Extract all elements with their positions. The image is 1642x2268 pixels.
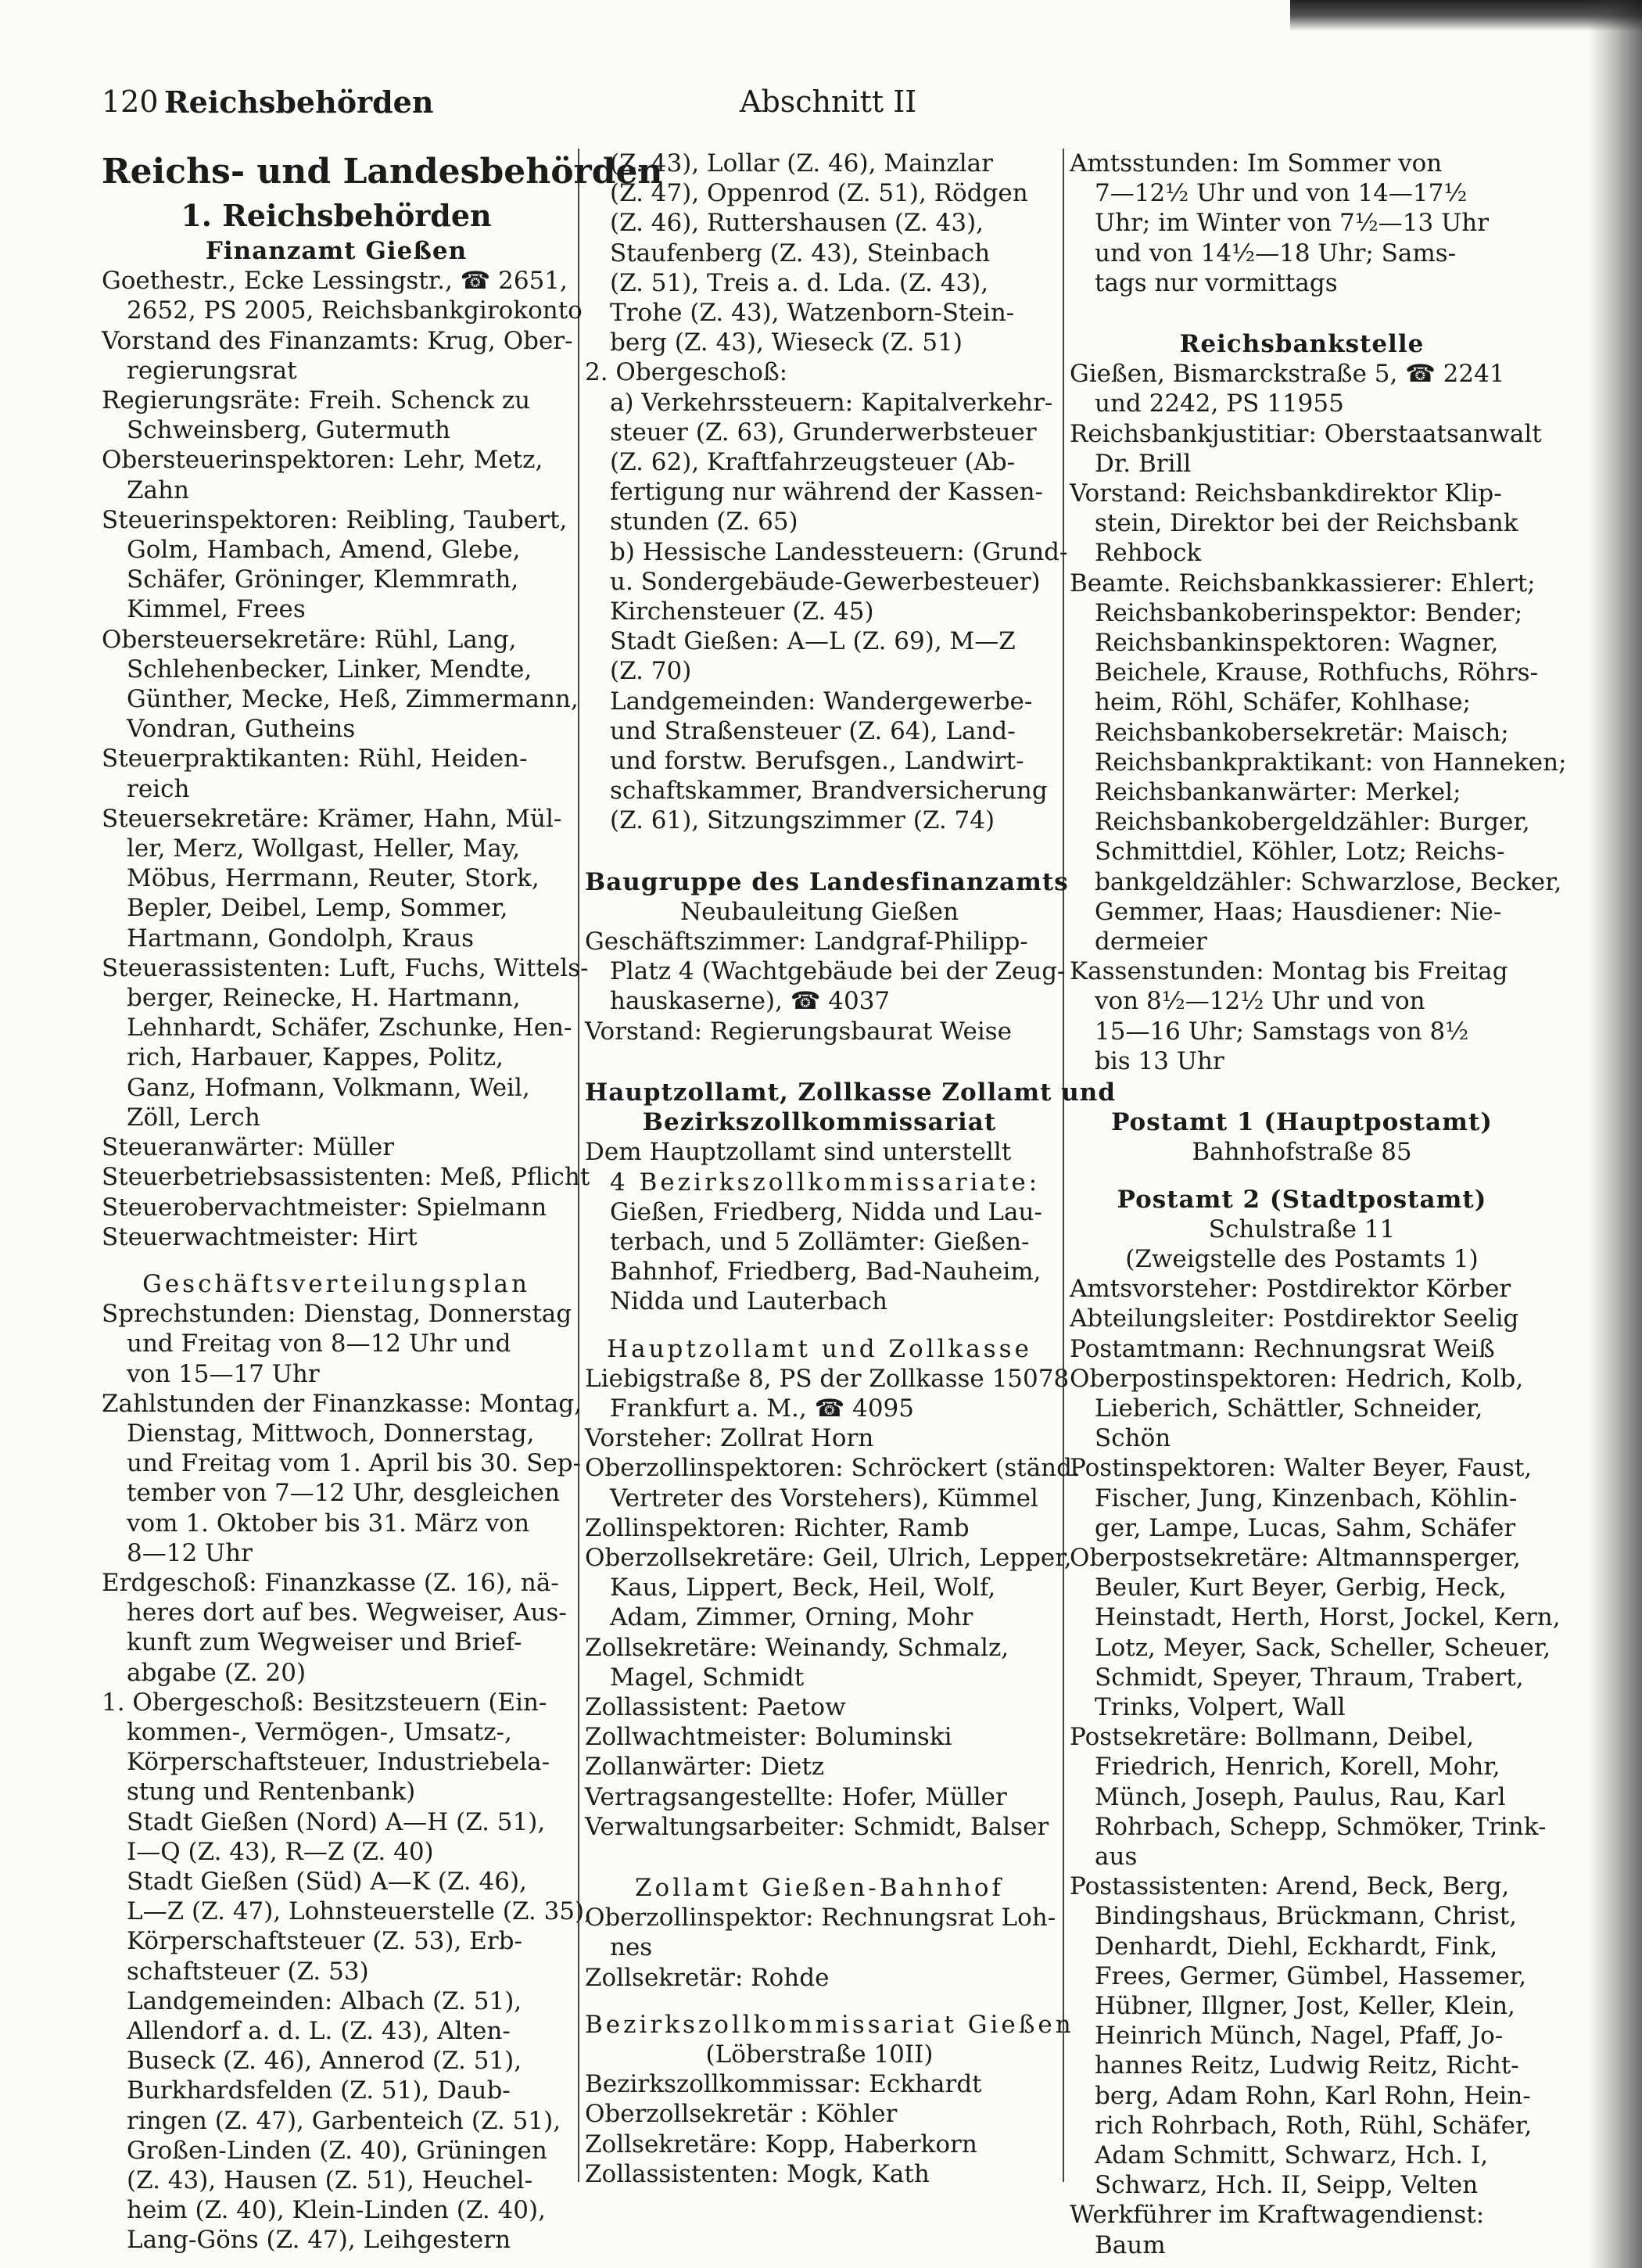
text-line: Oberpostinspektoren: Hedrich, Kolb,	[1070, 1364, 1524, 1393]
text-line: ger, Lampe, Lucas, Sahm, Schäfer	[1095, 1513, 1516, 1542]
text-line: Zollamt Gießen-Bahnhof	[634, 1873, 1005, 1902]
text-line: 15—16 Uhr; Samstags von 8½	[1095, 1017, 1469, 1046]
text-line: u. Sondergebäude-Gewerbesteuer)	[610, 567, 1041, 596]
text-line: ler, Merz, Wollgast, Heller, May,	[127, 834, 521, 863]
section-heading: Postamt 2 (Stadtpostamt)	[1117, 1185, 1487, 1214]
text-line: Nidda und Lauterbach	[610, 1287, 888, 1316]
text-line: Postsekretäre: Bollmann, Deibel,	[1070, 1723, 1475, 1752]
text-line: Adam Schmitt, Schwarz, Hch. I,	[1095, 2141, 1489, 2169]
text-line: Vorstand: Regierungsbaurat Weise	[585, 1017, 1013, 1046]
text-line: Körperschaftsteuer, Industriebela-	[127, 1748, 550, 1777]
section-label: Abschnitt II	[740, 84, 917, 119]
text-line: Allendorf a. d. L. (Z. 43), Alten-	[127, 2016, 511, 2045]
text-line: Vertreter des Vorstehers), Kümmel	[610, 1484, 1038, 1513]
text-line: schaftsteuer (Z. 53)	[127, 1957, 369, 1986]
text-line: Liebigstraße 8, PS der Zollkasse 15078	[585, 1364, 1070, 1393]
text-line: heres dort auf bes. Wegweiser, Aus-	[127, 1599, 567, 1627]
text-line: 4 Bezirkszollkommissariate:	[610, 1168, 1041, 1197]
text-line: kommen-, Vermögen-, Umsatz-,	[127, 1717, 512, 1746]
text-line: hannes Reitz, Ludwig Reitz, Richt-	[1095, 2051, 1519, 2080]
text-line: Amtsvorsteher: Postdirektor Körber	[1070, 1275, 1511, 1304]
text-line: Bahnhof, Friedberg, Bad-Nauheim,	[610, 1258, 1041, 1287]
text-line: Beichele, Krause, Rothfuchs, Röhrs-	[1095, 659, 1539, 687]
text-line: und Freitag vom 1. April bis 30. Sep-	[127, 1449, 582, 1478]
text-line: Burkhardsfelden (Z. 51), Daub-	[127, 2076, 511, 2105]
text-line: Reichsbankobergeldzähler: Burger,	[1095, 808, 1530, 837]
text-line: a) Verkehrssteuern: Kapitalverkehr-	[610, 388, 1053, 417]
text-line: abgabe (Z. 20)	[127, 1658, 307, 1687]
section-heading: Bezirkszollkommissariat	[642, 1108, 997, 1137]
text-line: Schlehenbecker, Linker, Mendte,	[127, 655, 532, 684]
column-divider	[1063, 149, 1064, 2182]
text-line: Rehbock	[1095, 539, 1202, 568]
text-line: Neubauleitung Gießen	[679, 897, 959, 926]
text-line: Geschäftszimmer: Landgraf-Philipp-	[585, 928, 1028, 956]
text-line: Großen-Linden (Z. 40), Grüningen	[127, 2136, 547, 2165]
text-line: Steuersekretäre: Krämer, Hahn, Mül-	[102, 804, 562, 833]
text-line: nes	[610, 1933, 653, 1962]
page-number: 120	[102, 84, 159, 119]
text-line: Gießen, Friedberg, Nidda und Lau-	[610, 1197, 1042, 1226]
text-line: aus	[1095, 1842, 1138, 1871]
text-line: Zollsekretär: Rohde	[585, 1963, 830, 1992]
text-line: 2652, PS 2005, Reichsbankgirokonto	[127, 296, 583, 325]
text-line: bis 13 Uhr	[1095, 1046, 1224, 1075]
text-line: Dem Hauptzollamt sind unterstellt	[585, 1138, 1012, 1167]
text-line: Günther, Mecke, Heß, Zimmermann,	[127, 685, 579, 714]
text-line: Zollwachtmeister: Boluminski	[585, 1723, 952, 1752]
text-line: und Freitag von 8—12 Uhr und	[127, 1330, 511, 1358]
text-line: Stadt Gießen: A—L (Z. 69), M—Z	[610, 627, 1016, 656]
text-line: Zollanwärter: Dietz	[585, 1753, 825, 1782]
text-line: hauskaserne), ☎ 4037	[610, 987, 891, 1016]
text-line: L—Z (Z. 47), Lohnsteuerstelle (Z. 35),	[127, 1897, 592, 1926]
text-line: bankgeldzähler: Schwarzlose, Becker,	[1095, 867, 1562, 896]
text-line: Lieberich, Schättler, Schneider,	[1095, 1394, 1483, 1423]
text-column-3	[1070, 149, 1567, 2260]
text-line: Obersteuersekretäre: Rühl, Lang,	[102, 625, 517, 654]
text-line: Fischer, Jung, Kinzenbach, Köhlin-	[1095, 1484, 1518, 1513]
text-line: und 2242, PS 11955	[1095, 389, 1344, 418]
text-line: Kimmel, Frees	[127, 595, 306, 624]
text-line: Rohrbach, Schepp, Schmöker, Trink-	[1095, 1812, 1547, 1841]
text-line: Frees, Germer, Gümbel, Hassemer,	[1095, 1961, 1527, 1990]
text-line: Postinspektoren: Walter Beyer, Faust,	[1070, 1454, 1533, 1483]
text-line: Geschäftsverteilungsplan	[142, 1269, 530, 1298]
text-line: Reichsbankinspektoren: Wagner,	[1095, 629, 1499, 658]
text-line: Regierungsräte: Freih. Schenck zu	[102, 386, 531, 415]
text-line: Steuerpraktikanten: Rühl, Heiden-	[102, 745, 528, 773]
text-line: Hübner, Illgner, Jost, Keller, Klein,	[1095, 1991, 1515, 2020]
text-line: Ganz, Hofmann, Volkmann, Weil,	[127, 1073, 530, 1102]
text-line: (Zweigstelle des Postamts 1)	[1125, 1244, 1479, 1273]
text-line: Werkführer im Kraftwagendienst:	[1070, 2201, 1485, 2230]
text-line: (Löberstraße 10II)	[705, 2040, 934, 2069]
text-line: Oberzollinspektoren: Schröckert (ständ.	[585, 1454, 1080, 1483]
text-line: berg, Adam Rohn, Karl Rohn, Hein-	[1095, 2081, 1531, 2110]
text-line: Trohe (Z. 43), Watzenborn-Stein-	[610, 299, 1015, 328]
text-line: Oberpostsekretäre: Altmannsperger,	[1070, 1543, 1521, 1572]
text-line: dermeier	[1095, 928, 1207, 956]
text-line: Bezirkszollkommissar: Eckhardt	[585, 2070, 982, 2099]
text-line: (Z. 47), Oppenrod (Z. 51), Rödgen	[610, 179, 1028, 208]
text-line: stung und Rentenbank)	[127, 1778, 416, 1807]
section-heading: Hauptzollamt, Zollkasse Zollamt und	[585, 1078, 1116, 1107]
text-line: Oberzollinspektor: Rechnungsrat Loh-	[585, 1904, 1056, 1932]
text-line: Reichsbankpraktikant: von Hanneken;	[1095, 748, 1567, 777]
text-line: Postamtmann: Rechnungsrat Weiß	[1070, 1334, 1495, 1363]
text-line: reich	[127, 774, 190, 803]
text-line: Zahlstunden der Finanzkasse: Montag,	[102, 1389, 582, 1418]
text-line: Friedrich, Henrich, Korell, Mohr,	[1095, 1753, 1500, 1782]
text-line: stein, Direktor bei der Reichsbank	[1095, 509, 1518, 538]
text-line: tags nur vormittags	[1095, 268, 1338, 297]
text-line: Reichsbankanwärter: Merkel;	[1095, 778, 1461, 807]
text-line: Dienstag, Mittwoch, Donnerstag,	[127, 1419, 535, 1448]
text-line: heim, Röhl, Schäfer, Kohlhase;	[1095, 688, 1471, 717]
text-line: Landgemeinden: Albach (Z. 51),	[127, 1986, 522, 2015]
page-edge-shadow	[1587, 0, 1642, 2268]
spacer	[585, 1317, 1054, 1334]
text-line: Zollinspektoren: Richter, Ramb	[585, 1513, 970, 1542]
section-heading: Baugruppe des Landesfinanzamts	[585, 867, 1069, 896]
text-line: Steuerinspektoren: Reibling, Taubert,	[102, 505, 568, 534]
spacer	[585, 836, 1054, 867]
spacer	[1070, 1168, 1534, 1185]
page-header	[102, 84, 1556, 131]
text-line: tember von 7—12 Uhr, desgleichen	[127, 1479, 561, 1508]
text-line: Zöll, Lerch	[127, 1103, 260, 1132]
text-line: ringen (Z. 47), Garbenteich (Z. 51),	[127, 2106, 561, 2135]
text-line: b) Hessische Landessteuern: (Grund-	[610, 537, 1068, 566]
text-line: Sprechstunden: Dienstag, Donnerstag	[102, 1300, 572, 1329]
text-line: und forstw. Berufsgen., Landwirt-	[610, 747, 1024, 776]
text-line: Hauptzollamt und Zollkasse	[607, 1334, 1032, 1363]
text-line: (Z. 51), Treis a. d. Lda. (Z. 43),	[610, 268, 989, 297]
text-line: Goethestr., Ecke Lessingstr., ☎ 2651,	[102, 267, 568, 296]
text-line: Vondran, Gutheins	[127, 715, 356, 744]
text-line: 7—12½ Uhr und von 14—17½	[1095, 179, 1468, 208]
text-line: Stadt Gießen (Nord) A—H (Z. 51),	[127, 1807, 546, 1836]
text-line: Obersteuerinspektoren: Lehr, Metz,	[102, 446, 543, 475]
text-line: Beuler, Kurt Beyer, Gerbig, Heck,	[1095, 1574, 1507, 1602]
text-line: Gießen, Bismarckstraße 5, ☎ 2241	[1070, 360, 1505, 389]
running-title: Reichsbehörden	[164, 84, 434, 120]
text-line: und Straßensteuer (Z. 64), Land-	[610, 716, 1016, 745]
text-line: Schmittdiel, Köhler, Lotz; Reichs-	[1095, 838, 1505, 867]
text-line: Vorstand des Finanzamts: Krug, Ober-	[102, 326, 573, 355]
text-line: Trinks, Volpert, Wall	[1095, 1692, 1346, 1721]
text-line: Steuerwachtmeister: Hirt	[102, 1222, 418, 1251]
text-line: terbach, und 5 Zollämter: Gießen-	[610, 1227, 1030, 1256]
text-line: Bepler, Deibel, Lemp, Sommer,	[127, 894, 508, 923]
text-line: Zahn	[127, 475, 189, 504]
text-line: I—Q (Z. 43), R—Z (Z. 40)	[127, 1837, 434, 1866]
text-line: fertigung nur während der Kassen-	[610, 478, 1044, 507]
text-line: Steueranwärter: Müller	[102, 1133, 395, 1162]
text-line: Gemmer, Haas; Hausdiener: Nie-	[1095, 897, 1502, 926]
section-heading: Postamt 1 (Hauptpostamt)	[1111, 1108, 1493, 1137]
text-line: vom 1. Oktober bis 31. März von	[127, 1509, 530, 1538]
text-line: regierungsrat	[127, 356, 297, 385]
text-line: Erdgeschoß: Finanzkasse (Z. 16), nä-	[102, 1568, 559, 1597]
text-line: Bahnhofstraße 85	[1192, 1138, 1412, 1167]
text-line: Kirchensteuer (Z. 45)	[610, 598, 874, 626]
text-line: Abteilungsleiter: Postdirektor Seelig	[1070, 1304, 1519, 1333]
text-line: 2. Obergeschoß:	[585, 358, 788, 387]
text-line: Oberzollsekretär : Köhler	[585, 2100, 898, 2129]
text-line: Steuerobervachtmeister: Spielmann	[102, 1193, 547, 1222]
text-line: Platz 4 (Wachtgebäude bei der Zeug-	[610, 957, 1066, 986]
text-line: Zollassistent: Paetow	[585, 1692, 846, 1721]
text-line: Denhardt, Diehl, Eckhardt, Fink,	[1095, 1932, 1498, 1961]
text-line: Kaus, Lippert, Beck, Heil, Wolf,	[610, 1574, 996, 1602]
text-line: berg (Z. 43), Wieseck (Z. 51)	[610, 328, 963, 357]
text-line: Heinstadt, Herth, Horst, Jockel, Kern,	[1095, 1603, 1561, 1632]
text-line: Magel, Schmidt	[610, 1663, 805, 1692]
text-line: (Z. 62), Kraftfahrzeugsteuer (Ab-	[610, 448, 1016, 477]
text-line: (Z. 61), Sitzungszimmer (Z. 74)	[610, 806, 995, 835]
text-line: 1. Obergeschoß: Besitzsteuern (Ein-	[102, 1688, 547, 1717]
spacer	[102, 1252, 571, 1269]
section-heading: Reichs- und Landesbehörden	[102, 152, 663, 192]
text-line: Vertragsangestellte: Hofer, Müller	[585, 1782, 1007, 1811]
text-line: (Z. 46), Ruttershausen (Z. 43),	[610, 209, 984, 238]
text-line: Lang-Göns (Z. 47), Leihgestern	[127, 2226, 511, 2255]
text-line: Möbus, Herrmann, Reuter, Stork,	[127, 864, 540, 893]
text-line: Frankfurt a. M., ☎ 4095	[610, 1394, 914, 1423]
text-line: heim (Z. 40), Klein-Linden (Z. 40),	[127, 2196, 546, 2225]
text-line: kunft zum Wegweiser und Brief-	[127, 1628, 522, 1657]
text-line: Zollassistenten: Mogk, Kath	[585, 2159, 930, 2188]
text-line: (Z. 70)	[610, 657, 692, 686]
text-column-2	[585, 149, 1116, 2189]
text-line: Uhr; im Winter von 7½—13 Uhr	[1095, 209, 1490, 238]
text-line: Lehnhardt, Schäfer, Zschunke, Hen-	[127, 1014, 572, 1042]
text-line: Schmidt, Speyer, Thraum, Trabert,	[1095, 1663, 1524, 1692]
section-heading: Reichsbankstelle	[1179, 330, 1425, 359]
spacer	[1070, 298, 1534, 329]
text-line: Buseck (Z. 46), Annerod (Z. 51),	[127, 2047, 522, 2076]
text-line: (Z. 43), Lollar (Z. 46), Mainzlar	[610, 149, 993, 178]
text-line: 8—12 Uhr	[127, 1538, 253, 1567]
text-line: Staufenberg (Z. 43), Steinbach	[610, 239, 991, 267]
text-line: Schweinsberg, Gutermuth	[127, 416, 450, 445]
spacer	[585, 1993, 1054, 2010]
text-line: Körperschaftsteuer (Z. 53), Erb-	[127, 1927, 522, 1956]
text-line: stunden (Z. 65)	[610, 508, 798, 536]
text-line: von 8½—12½ Uhr und von	[1095, 987, 1425, 1016]
text-line: Bindingshaus, Brückmann, Christ,	[1095, 1902, 1518, 1931]
text-line: steuer (Z. 63), Grunderwerbsteuer	[610, 418, 1037, 447]
text-line: rich, Harbauer, Kappes, Politz,	[127, 1043, 504, 1072]
text-line: Postassistenten: Arend, Beck, Berg,	[1070, 1872, 1510, 1901]
text-line: Golm, Hambach, Amend, Glebe,	[127, 536, 521, 565]
text-line: Münch, Joseph, Paulus, Rau, Karl	[1095, 1782, 1506, 1811]
text-line: Beamte. Reichsbankkassierer: Ehlert;	[1070, 569, 1536, 598]
text-line: Oberzollsekretäre: Geil, Ulrich, Lepper,	[585, 1543, 1072, 1572]
text-line: Stadt Gießen (Süd) A—K (Z. 46),	[127, 1867, 527, 1896]
text-line: Amtsstunden: Im Sommer von	[1070, 149, 1443, 178]
text-line: Reichsbankjustitiar: Oberstaatsanwalt	[1070, 419, 1542, 448]
text-line: Hartmann, Gondolph, Kraus	[127, 924, 474, 953]
text-line: und von 14½—18 Uhr; Sams-	[1095, 239, 1457, 267]
text-line: Schwarz, Hch. II, Seipp, Velten	[1095, 2171, 1479, 2200]
spacer	[1070, 1076, 1534, 1107]
text-line: Schäfer, Gröninger, Klemmrath,	[127, 565, 519, 594]
section-heading: 1. Reichsbehörden	[181, 198, 492, 233]
text-line: Dr. Brill	[1095, 449, 1192, 478]
text-line: Vorstand: Reichsbankdirektor Klip-	[1070, 479, 1502, 508]
text-line: schaftskammer, Brandversicherung	[610, 777, 1048, 806]
text-line: Steuerbetriebsassistenten: Meß, Pflicht	[102, 1163, 590, 1192]
text-line: Schön	[1095, 1424, 1171, 1453]
text-line: Zollsekretäre: Kopp, Haberkorn	[585, 2130, 977, 2159]
text-line: Verwaltungsarbeiter: Schmidt, Balser	[585, 1812, 1049, 1841]
text-line: rich Rohrbach, Roth, Rühl, Schäfer,	[1095, 2111, 1533, 2140]
text-line: Schulstraße 11	[1208, 1215, 1396, 1243]
text-line: Kassenstunden: Montag bis Freitag	[1070, 957, 1508, 986]
text-line: Steuerassistenten: Luft, Fuchs, Wittels-	[102, 953, 589, 982]
text-line: von 15—17 Uhr	[127, 1359, 320, 1388]
spacer	[585, 1046, 1054, 1078]
section-heading: Finanzamt Gießen	[205, 237, 468, 265]
text-line: Lotz, Meyer, Sack, Scheller, Scheuer,	[1095, 1633, 1551, 1662]
text-line: Reichsbankobersekretär: Maisch;	[1095, 718, 1509, 747]
spacer	[585, 1842, 1054, 1873]
text-line: Zollsekretäre: Weinandy, Schmalz,	[585, 1633, 1009, 1662]
text-line: Bezirkszollkommissariat Gießen	[585, 2010, 1074, 2039]
text-line: Reichsbankoberinspektor: Bender;	[1095, 598, 1523, 627]
text-line: berger, Reinecke, H. Hartmann,	[127, 984, 521, 1013]
text-line: Baum	[1095, 2230, 1166, 2259]
text-line: Vorsteher: Zollrat Horn	[585, 1424, 874, 1453]
text-line: (Z. 43), Hausen (Z. 51), Heuchel-	[127, 2166, 533, 2194]
text-line: Landgemeinden: Wandergewerbe-	[610, 687, 1033, 716]
text-line: Heinrich Münch, Nagel, Pfaff, Jo-	[1095, 2022, 1504, 2051]
text-line: Adam, Zimmer, Orning, Mohr	[610, 1603, 973, 1632]
